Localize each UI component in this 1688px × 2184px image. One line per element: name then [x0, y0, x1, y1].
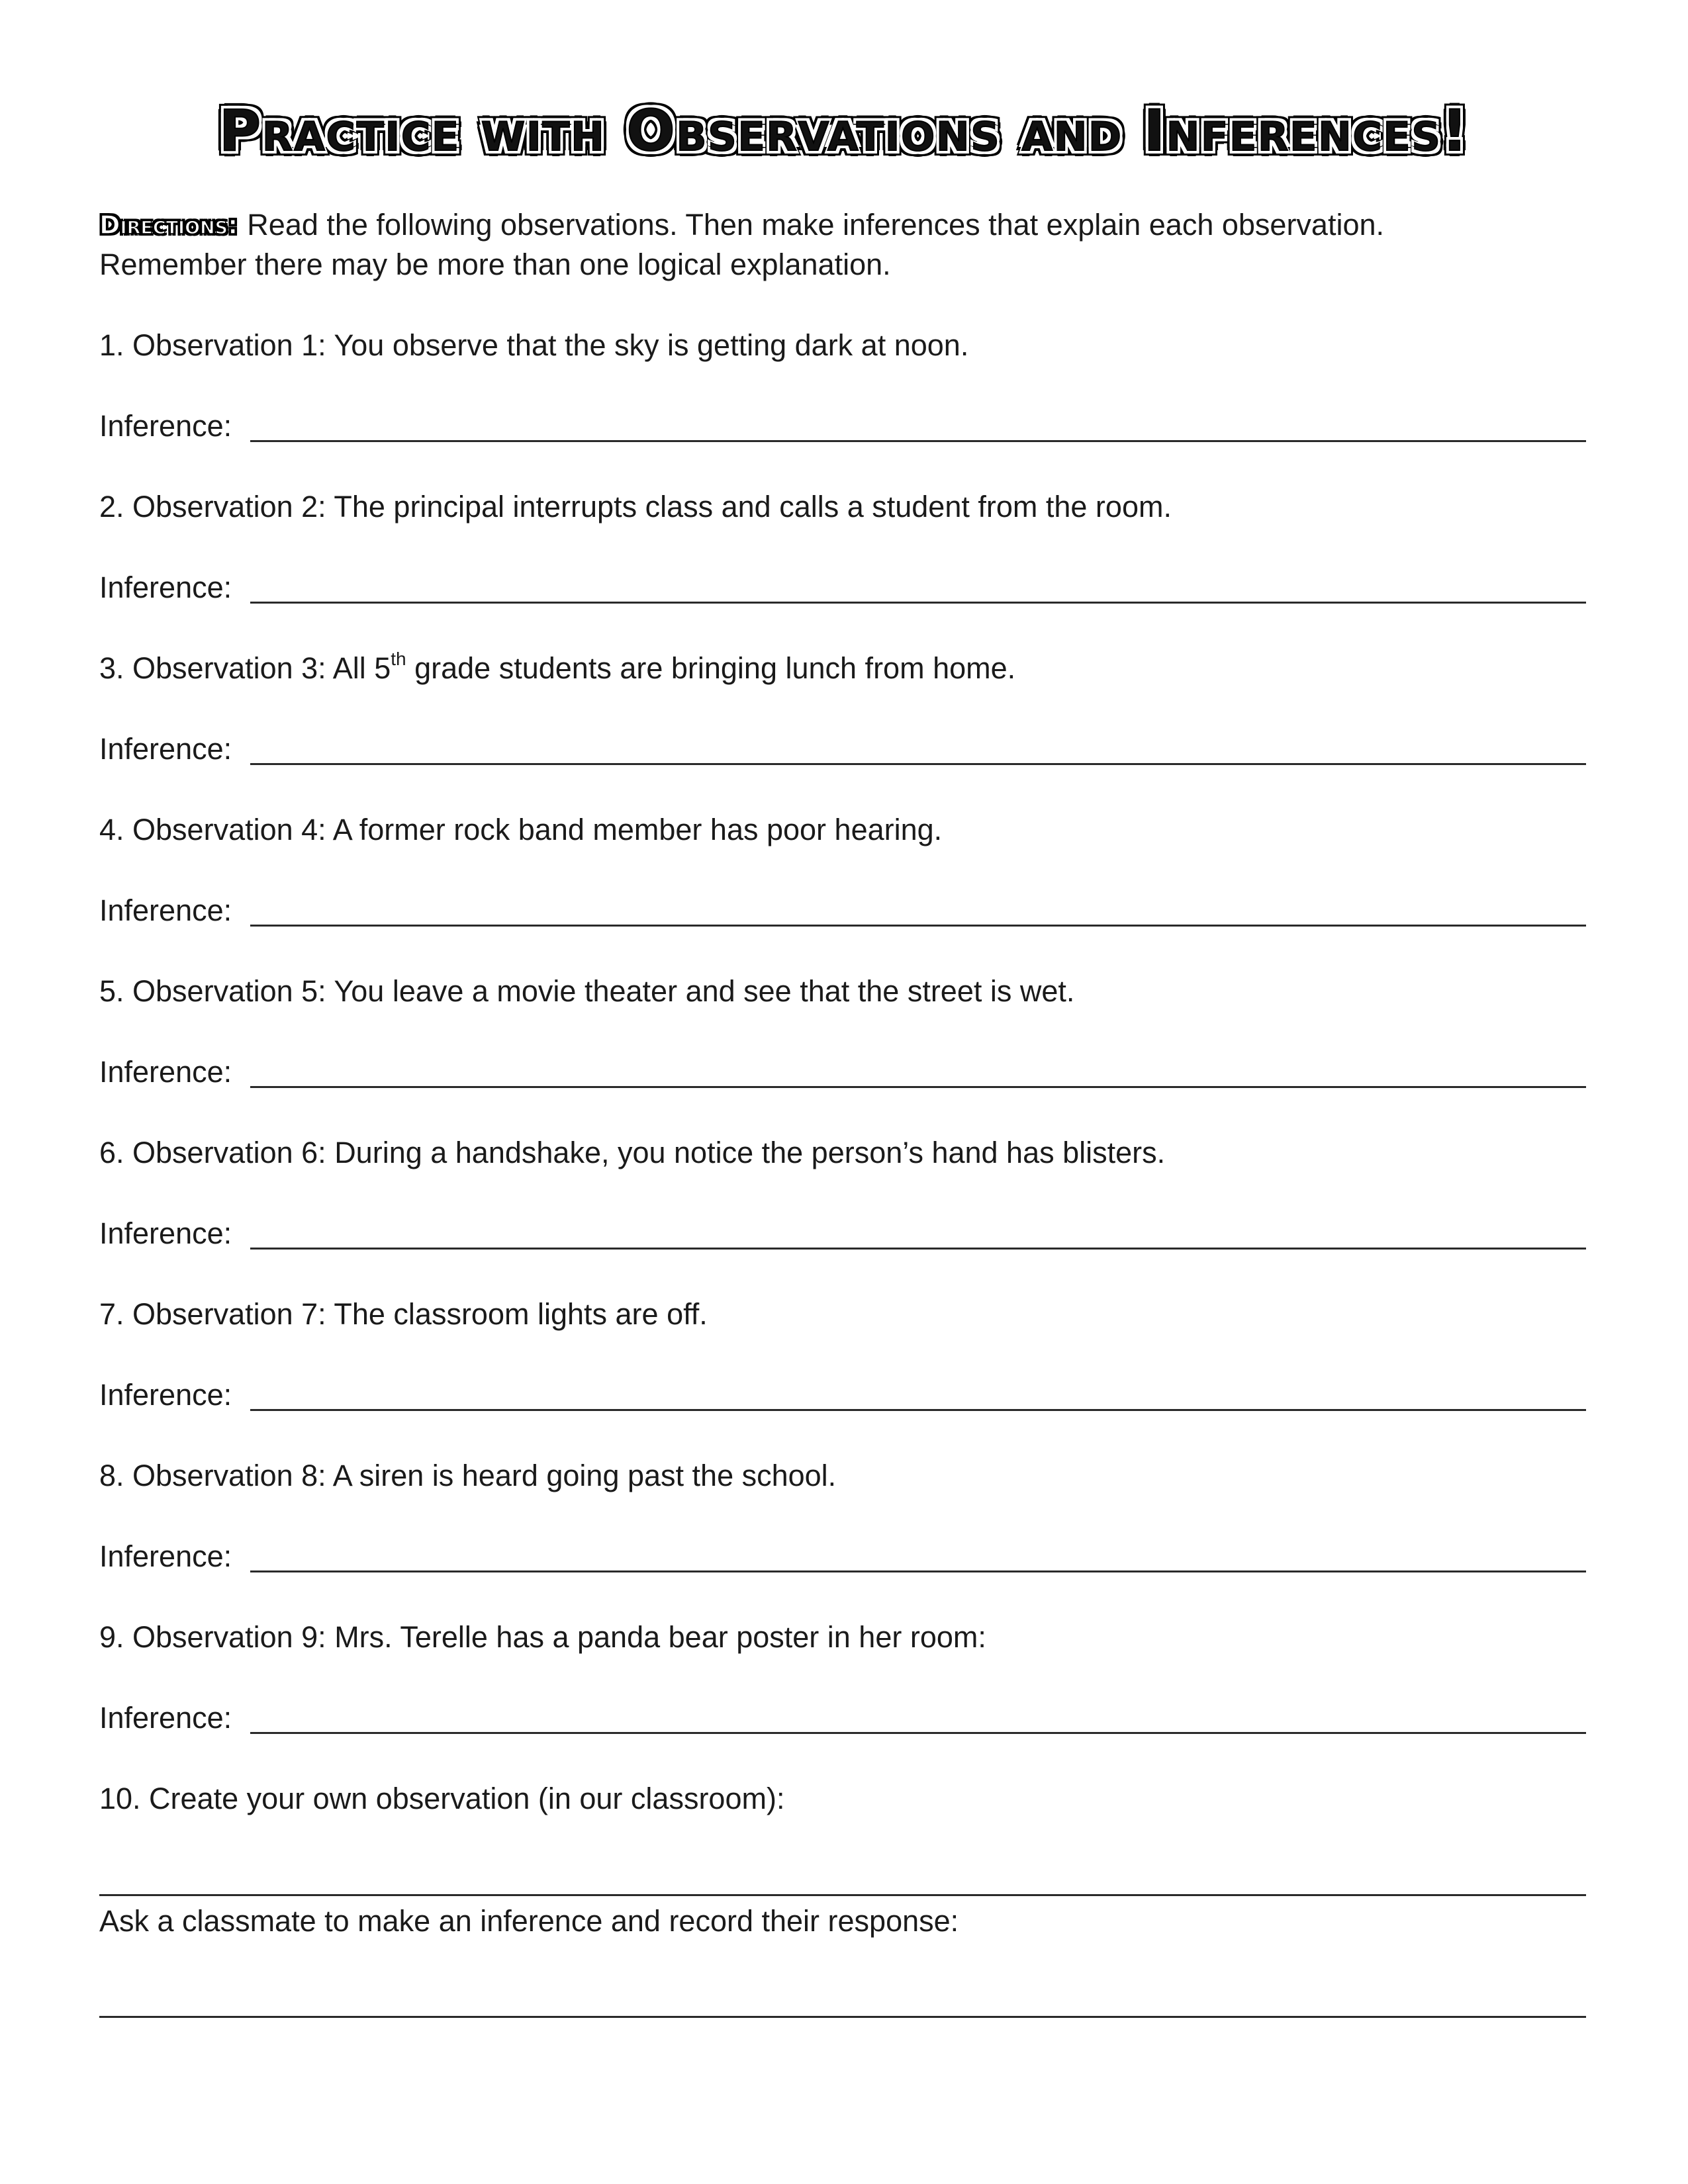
- directions-label: Directions:: [99, 210, 238, 240]
- directions-text-1: Read the following observations. Then make inferences that explain each observation.: [247, 208, 1385, 242]
- inference-label-6: Inference:: [99, 1216, 232, 1250]
- inference-answer-line-6[interactable]: [250, 1248, 1586, 1250]
- directions-line-2: Remember there may be more than one logical explanation.: [99, 248, 891, 281]
- classmate-inference-prompt: Ask a classmate to make an inference and record their response:: [99, 1904, 959, 1938]
- directions-line-1: [99, 205, 1384, 245]
- classmate-response-line[interactable]: [99, 2016, 1586, 2018]
- observation-9: 9. Observation 9: Mrs. Terelle has a panda bear poster in her room:: [99, 1620, 986, 1654]
- inference-label-1: Inference:: [99, 409, 232, 443]
- inference-answer-line-8[interactable]: [250, 1570, 1586, 1572]
- observation-6: 6. Observation 6: During a handshake, you notice the person’s hand has blisters.: [99, 1136, 1166, 1169]
- observation-3-prefix: 3. Observation 3: All 5: [99, 651, 391, 685]
- inference-answer-line-1[interactable]: [250, 440, 1586, 442]
- inference-answer-line-2[interactable]: [250, 602, 1586, 604]
- inference-label-9: Inference:: [99, 1701, 232, 1735]
- observation-7: 7. Observation 7: The classroom lights are off.: [99, 1297, 708, 1331]
- inference-label-4: Inference:: [99, 893, 232, 927]
- observation-8: 8. Observation 8: A siren is heard going past the school.: [99, 1459, 837, 1492]
- inference-label-2: Inference:: [99, 570, 232, 604]
- inference-label-8: Inference:: [99, 1539, 232, 1573]
- observation-10-prompt: 10. Create your own observation (in our classroom):: [99, 1782, 785, 1815]
- inference-label-5: Inference:: [99, 1055, 232, 1089]
- own-observation-line[interactable]: [99, 1894, 1586, 1896]
- observation-1: 1. Observation 1: You observe that the sky is getting dark at noon.: [99, 328, 969, 362]
- observation-2: 2. Observation 2: The principal interrupts class and calls a student from the room.: [99, 490, 1172, 523]
- observation-3: [99, 649, 1015, 688]
- inference-answer-line-4[interactable]: [250, 925, 1586, 927]
- inference-label-3: Inference:: [99, 732, 232, 766]
- inference-answer-line-5[interactable]: [250, 1086, 1586, 1088]
- inference-answer-line-7[interactable]: [250, 1409, 1586, 1411]
- page-title: Practice with Observations and Inferences!: [219, 98, 1469, 164]
- inference-label-7: Inference:: [99, 1378, 232, 1412]
- observation-5: 5. Observation 5: You leave a movie theater and see that the street is wet.: [99, 974, 1075, 1008]
- observation-3-suffix: grade students are bringing lunch from home.: [406, 651, 1016, 685]
- observation-4: 4. Observation 4: A former rock band member has poor hearing.: [99, 813, 943, 846]
- inference-answer-line-9[interactable]: [250, 1732, 1586, 1734]
- inference-answer-line-3[interactable]: [250, 763, 1586, 765]
- observation-3-superscript: th: [391, 649, 406, 669]
